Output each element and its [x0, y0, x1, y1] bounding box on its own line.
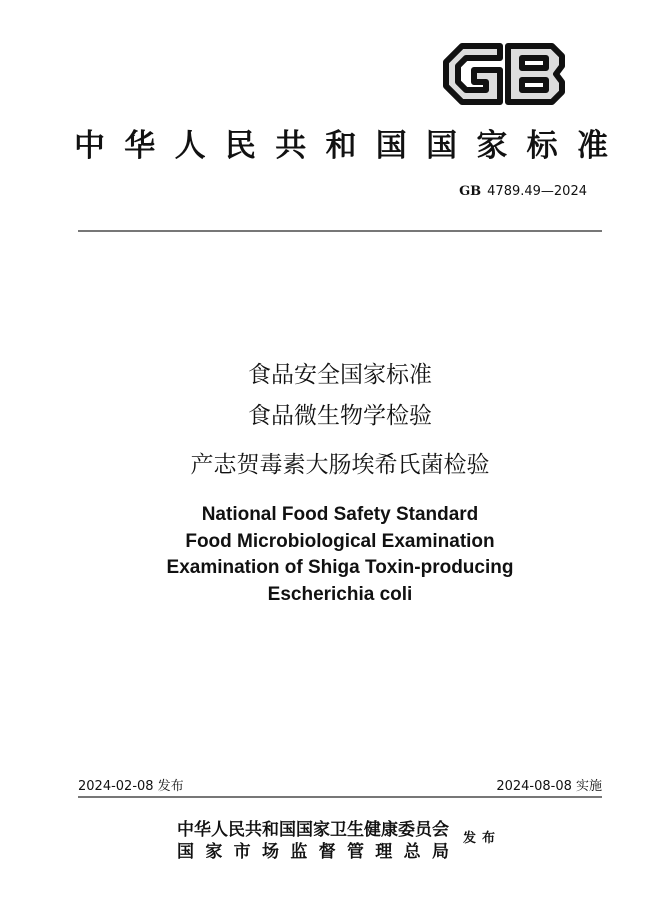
issuer-samr-char: 总: [403, 842, 421, 862]
national-title-char: 国: [375, 128, 407, 164]
title-cn-line3: 产志贺毒素大肠埃希氏菌检验: [190, 452, 490, 478]
national-title-char: 人: [174, 128, 206, 164]
title-cn-line1: 食品安全国家标准: [248, 362, 432, 388]
issuer-samr-char: 家: [205, 842, 223, 862]
standard-code-prefix: GB: [459, 184, 482, 199]
issued-label: 发布: [463, 831, 502, 846]
gb-logo: [440, 40, 570, 108]
footer-divider: [78, 796, 602, 798]
header-divider: [78, 230, 602, 232]
issuer-nhc: 中华人民共和国国家卫生健康委员会: [177, 820, 449, 840]
issuer-samr-char: 督: [318, 842, 336, 862]
issuer-samr-char: 管: [346, 842, 364, 862]
title-en-line1: National Food Safety Standard: [201, 504, 479, 525]
title-en-line4: Escherichia coli: [267, 584, 413, 605]
issuer-samr: [177, 837, 449, 862]
national-title-char: 家: [476, 128, 508, 164]
issue-date: 2024-02-08 发布: [78, 779, 184, 794]
standard-number: 4789.49—2024: [487, 184, 587, 199]
national-title-char: 民: [224, 128, 256, 164]
national-title-char: 共: [275, 128, 307, 164]
title-en-line2: Food Microbiological Examination: [185, 531, 495, 552]
national-title-char: 中: [74, 128, 105, 164]
national-standard-title: [74, 120, 608, 165]
national-title-char: 国: [426, 128, 458, 164]
title-en-line3: Examination of Shiga Toxin-producing: [166, 557, 514, 578]
implementation-date: 2024-08-08 实施: [496, 779, 602, 794]
issuer-samr-char: 理: [375, 842, 393, 862]
national-title-char: 准: [576, 128, 608, 164]
issuer-samr-char: 场: [261, 842, 279, 862]
title-cn-line2: 食品微生物学检验: [248, 403, 432, 429]
issuer-samr-char: 国: [177, 842, 194, 862]
national-title-char: 华: [124, 128, 156, 164]
standard-code: [459, 184, 587, 199]
issuer-samr-char: 市: [233, 842, 251, 862]
national-title-char: 标: [526, 128, 558, 164]
national-title-char: 和: [325, 128, 357, 164]
issuer-samr-char: 局: [431, 842, 449, 862]
issuer-samr-char: 监: [290, 842, 308, 862]
